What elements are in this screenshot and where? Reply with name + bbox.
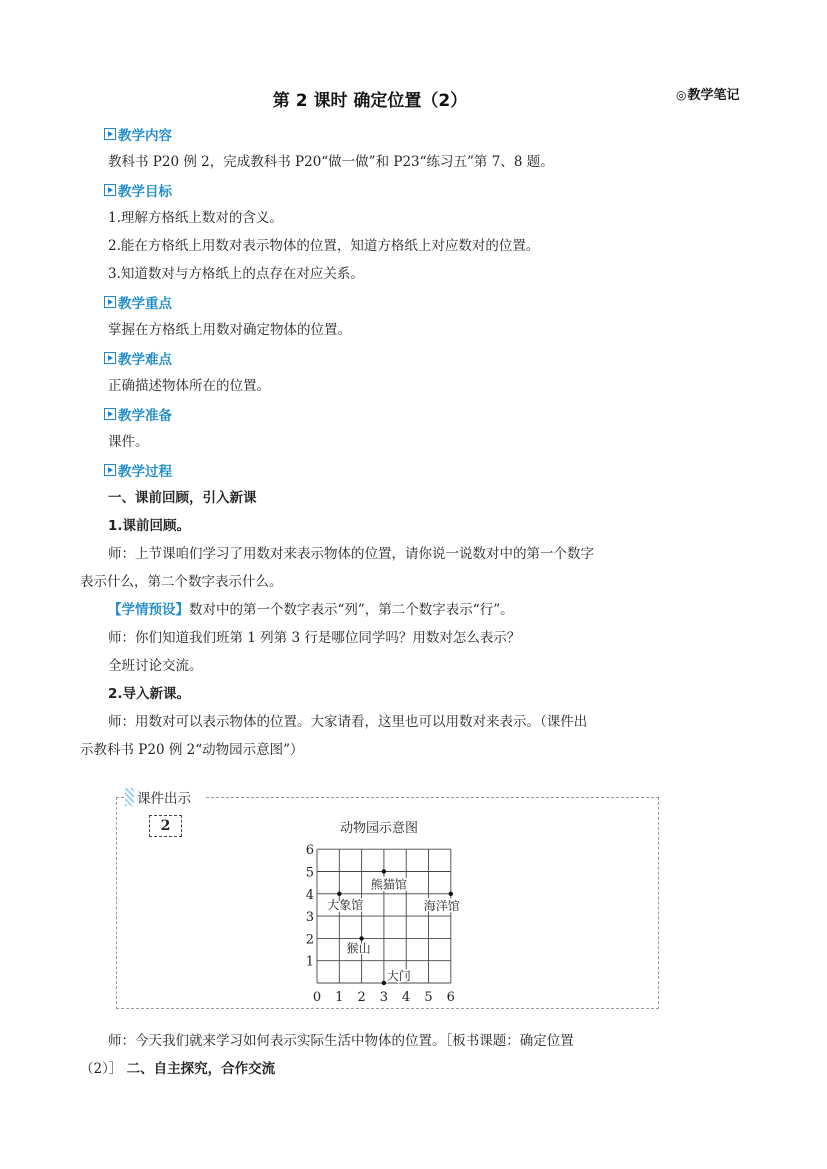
- closing-content: [80, 1027, 640, 1083]
- play-icon: [104, 184, 116, 196]
- y-tick-label: 2: [305, 932, 314, 948]
- y-tick-label: 3: [305, 910, 314, 926]
- location-dot: [382, 869, 386, 873]
- x-tick-label: 6: [446, 990, 455, 1005]
- goal-item: 3.知道数对与方格纸上的点存在对应关系。: [108, 266, 364, 282]
- step1-title: 1.课前回顾。: [108, 518, 191, 534]
- difficult-text: 正确描述物体所在的位置。: [108, 378, 270, 394]
- key-text: 掌握在方格纸上用数对确定物体的位置。: [108, 322, 351, 338]
- section-head-key: 教学重点: [80, 288, 640, 316]
- preset-tag: 【学情预设】: [108, 602, 189, 618]
- location-points: [327, 869, 460, 985]
- play-icon: [104, 128, 116, 140]
- section-head-goals: 教学目标: [80, 176, 640, 204]
- location-label: 大象馆: [327, 897, 364, 912]
- location-dot: [449, 892, 453, 896]
- play-icon: [104, 296, 116, 308]
- paragraph-cont: （2）］: [80, 1061, 123, 1077]
- paragraph: 师：你们知道我们班第 1 列第 3 行是哪位同学吗？用数对怎么表示？: [108, 630, 521, 646]
- goal-item: 2.能在方格纸上用数对表示物体的位置，知道方格纸上对应数对的位置。: [108, 238, 540, 254]
- prep-text: 课件。: [108, 434, 149, 450]
- paragraph: 师：用数对可以表示物体的位置。大家请看，这里也可以用数对来表示。（课件出: [108, 714, 588, 730]
- location-dot: [382, 981, 386, 985]
- location-label: 海洋馆: [423, 898, 460, 913]
- location-dot: [359, 936, 363, 940]
- x-tick-label: 5: [424, 990, 433, 1005]
- y-tick-label: 1: [305, 954, 314, 970]
- paragraph: 全班讨论交流。: [108, 658, 203, 674]
- play-icon: [104, 408, 116, 420]
- part2-title: 二、自主探究，合作交流: [126, 1061, 276, 1077]
- section-head-prep: 教学准备: [80, 400, 640, 428]
- section-head-difficult: 教学难点: [80, 344, 640, 372]
- x-tick-label: 0: [312, 990, 322, 1005]
- location-label: 大门: [386, 969, 411, 983]
- x-tick-label: 3: [379, 990, 389, 1005]
- location-label: 猴山: [346, 941, 371, 956]
- paragraph: 师：上节课咱们学习了用数对来表示物体的位置，请你说一说数对中的第一个数字: [108, 546, 594, 562]
- stripe-decoration: [125, 788, 134, 806]
- courseware-tag: 课件出示: [125, 785, 205, 809]
- y-tick-label: 4: [305, 887, 314, 903]
- play-icon: [104, 352, 116, 364]
- preset-paragraph: 【学情预设】数对中的第一个数字表示“列”，第二个数字表示“行”。: [108, 602, 514, 618]
- double-circle-icon: ◎: [676, 88, 687, 102]
- paragraph-cont: 表示什么，第二个数字表示什么。: [80, 574, 283, 590]
- y-tick-label: 5: [305, 865, 314, 881]
- play-icon: [104, 464, 116, 476]
- grid-lines: [317, 849, 451, 983]
- content-text: 教科书 P20 例 2，完成教科书 P20“做一做”和 P23“练习五”第 7、8 题。: [108, 154, 554, 170]
- paragraph-cont: 示教科书 P20 例 2“动物园示意图”）: [80, 742, 304, 758]
- page-title: 第 2 课时 确定位置（2）: [272, 91, 468, 111]
- example-number-badge: 2: [149, 815, 182, 837]
- section-head-process: 教学过程: [80, 456, 640, 484]
- y-tick-label: 6: [305, 843, 314, 859]
- x-tick-label: 2: [357, 990, 366, 1005]
- teaching-notes-label: [676, 84, 740, 103]
- closing-line: [80, 1055, 640, 1083]
- y-axis-labels: [306, 843, 314, 970]
- lesson-content: [80, 120, 640, 764]
- location-label: 熊猫馆: [370, 877, 407, 892]
- step2-title: 2.导入新课。: [108, 686, 191, 702]
- notes-label-text: 教学笔记: [687, 88, 740, 103]
- x-tick-label: 4: [402, 990, 411, 1005]
- section-head-content: 教学内容: [80, 120, 640, 148]
- part1-title: 一、课前回顾，引入新课: [108, 490, 257, 506]
- zoo-grid-map: [300, 842, 500, 1007]
- x-tick-label: 1: [335, 990, 344, 1005]
- zoo-map-title: 动物园示意图: [340, 821, 419, 836]
- x-axis-labels: [313, 990, 455, 1005]
- paragraph: 师：今天我们就来学习如何表示实际生活中物体的位置。［板书课题：确定位置: [108, 1033, 574, 1049]
- goal-item: 1.理解方格纸上数对的含义。: [108, 210, 283, 226]
- location-dot: [337, 892, 341, 896]
